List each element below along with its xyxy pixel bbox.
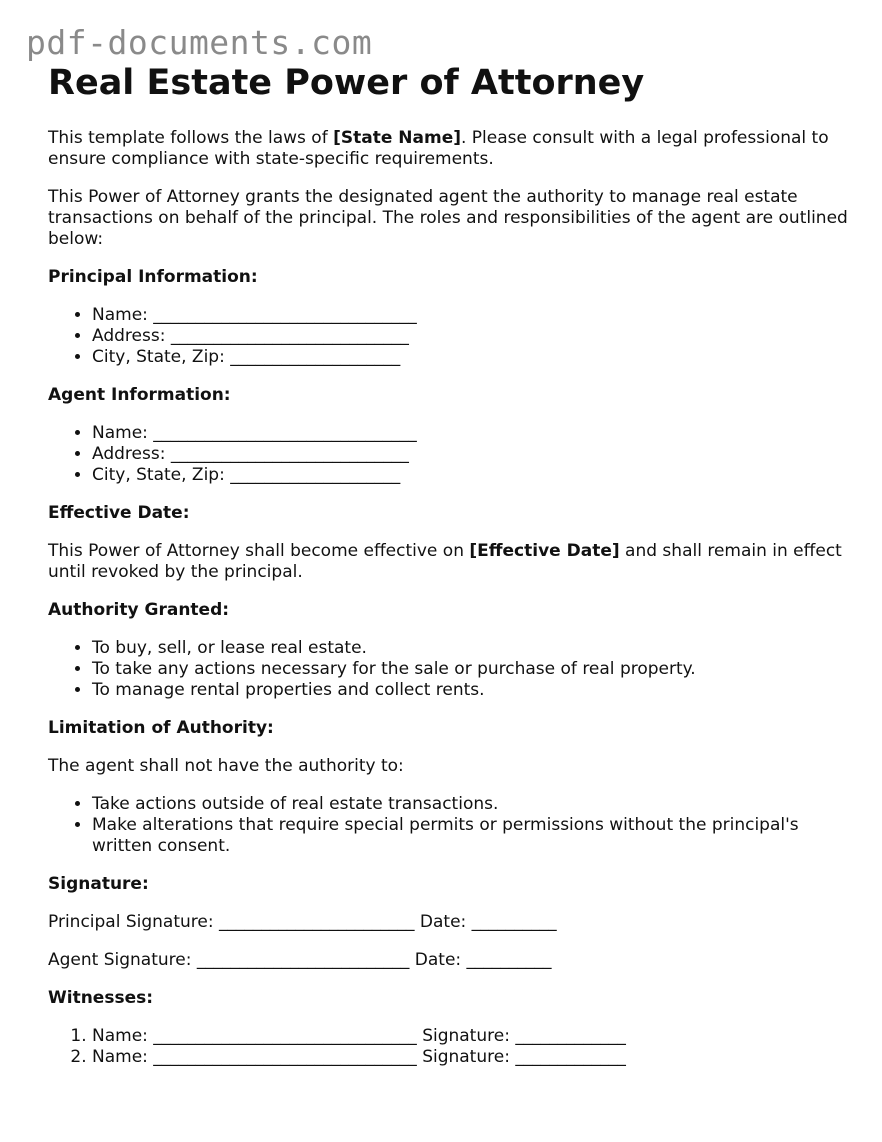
principal-signature-line: Principal Signature: _______________________ Date: __________ — [48, 912, 557, 932]
principal-address-field: • Address: ____________________________ — [92, 326, 848, 347]
authority-heading: Authority Granted: — [48, 600, 230, 620]
intro-text-after: . Please consult with a legal professional to ensure compliance with state-specific requirements. — [48, 128, 829, 169]
principal-city-field: • City, State, Zip: ____________________ — [92, 347, 848, 368]
limitation-item: • Take actions outside of real estate transactions. — [92, 794, 848, 815]
limitation-intro: The agent shall not have the authority to: — [48, 756, 404, 776]
effective-date-placeholder: [Effective Date] — [469, 541, 620, 561]
principal-list — [48, 305, 848, 368]
limitation-heading: Limitation of Authority: — [48, 718, 274, 738]
agent-heading: Agent Information: — [48, 385, 231, 405]
agent-signature-line: Agent Signature: _________________________ Date: __________ — [48, 950, 552, 970]
watermark: pdf-documents.com — [26, 23, 373, 62]
authority-item: • To take any actions necessary for the sale or purchase of real property. — [92, 659, 848, 680]
signature-heading: Signature: — [48, 874, 149, 894]
witnesses-list — [48, 1026, 848, 1068]
document-page — [48, 62, 848, 1085]
document-title: Real Estate Power of Attorney — [48, 63, 645, 103]
witness-line: 2. Name: _______________________________ Signature: _____________ — [92, 1047, 848, 1068]
authority-list — [48, 638, 848, 701]
authority-item: • To buy, sell, or lease real estate. — [92, 638, 848, 659]
effective-text-before: This Power of Attorney shall become effective on — [48, 541, 470, 561]
effective-date-heading: Effective Date: — [48, 503, 190, 523]
limitation-item: • Make alterations that require special permits or permissions without the principal's written consent. — [92, 815, 848, 857]
limitation-list — [48, 794, 848, 857]
agent-address-field: • Address: ____________________________ — [92, 444, 848, 465]
authority-item: • To manage rental properties and collect rents. — [92, 680, 848, 701]
state-name-placeholder: [State Name] — [333, 128, 461, 148]
witnesses-heading: Witnesses: — [48, 988, 154, 1008]
effective-text-after: and shall remain in effect until revoked by the principal. — [48, 541, 842, 582]
principal-name-field: • Name: _______________________________ — [92, 305, 848, 326]
agent-city-field: • City, State, Zip: ____________________ — [92, 465, 848, 486]
principal-heading: Principal Information: — [48, 267, 258, 287]
effective-date-paragraph — [48, 541, 848, 583]
agent-list — [48, 423, 848, 486]
intro-paragraph-purpose: This Power of Attorney grants the designated agent the authority to manage real estate transactions on behalf of the principal. The roles and responsibilities of the agent are outlined below: — [48, 187, 848, 249]
witness-line: 1. Name: _______________________________ Signature: _____________ — [92, 1026, 848, 1047]
intro-text-before: This template follows the laws of — [48, 128, 334, 148]
agent-name-field: • Name: _______________________________ — [92, 423, 848, 444]
intro-paragraph-state — [48, 128, 848, 170]
